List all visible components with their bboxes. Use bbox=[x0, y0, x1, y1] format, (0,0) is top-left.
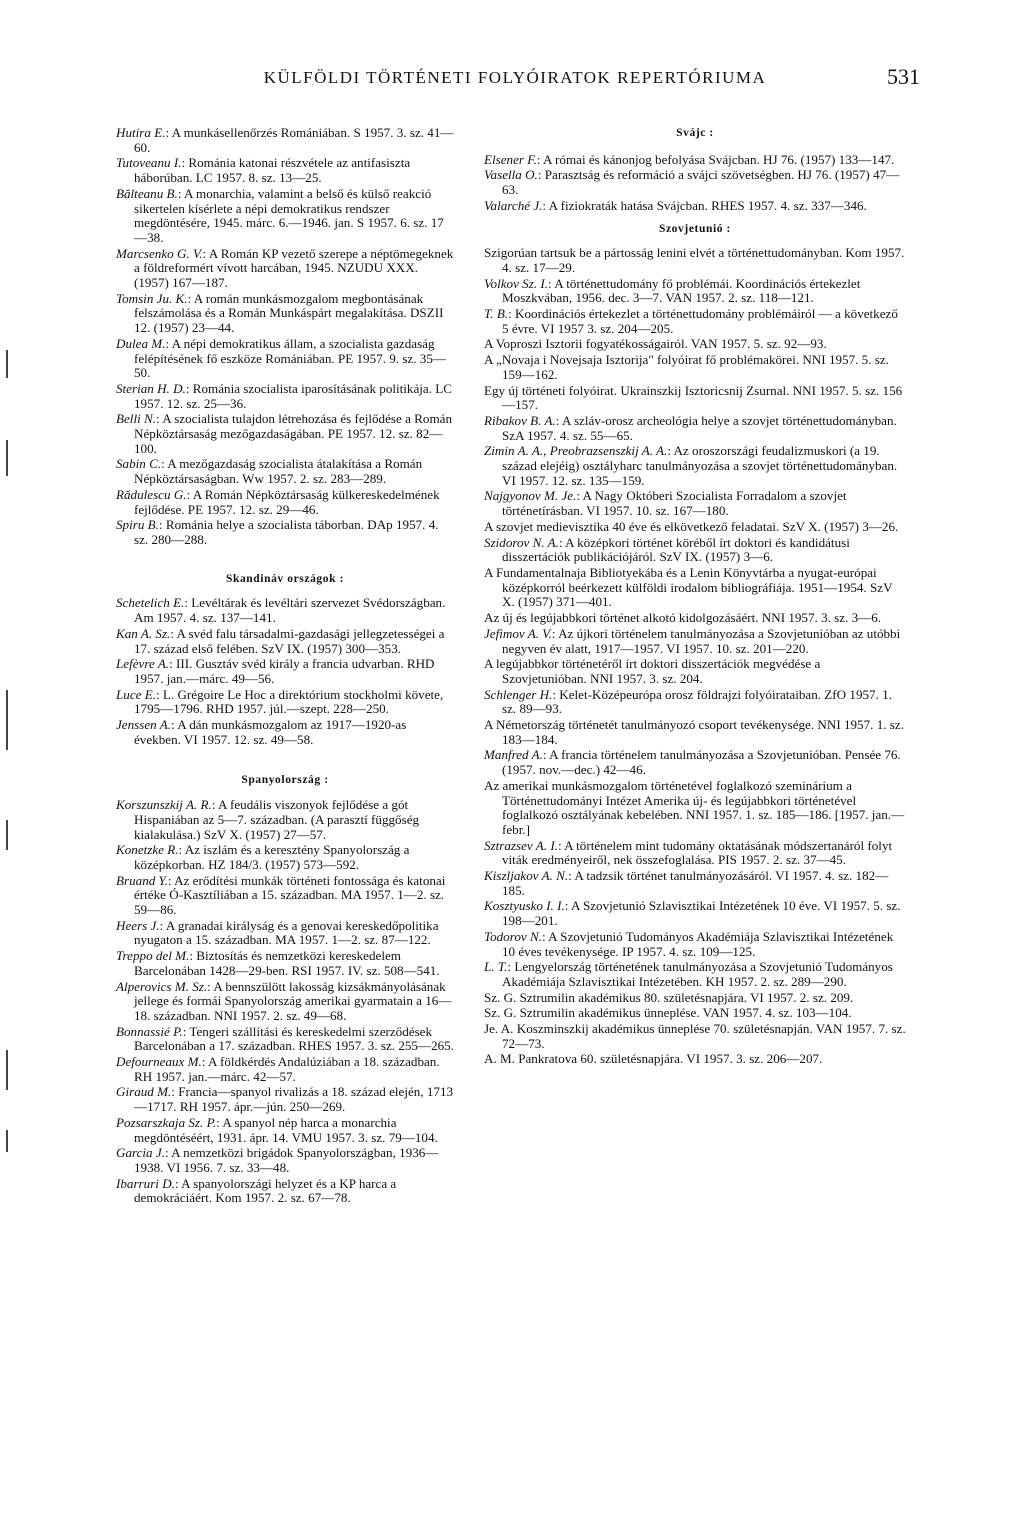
entry-text: : A történelem mint tudomány oktatásának módszertanáról folyt viták eredményeiről, nek összefoglalása. PIS 1957. 2. sz. 37—45. bbox=[502, 837, 893, 868]
entry-author: Konetzke R. bbox=[116, 842, 179, 858]
bibliography-entry bbox=[116, 718, 454, 747]
entry-author: L. T. bbox=[484, 959, 508, 975]
entry-author: Todorov N. bbox=[484, 928, 542, 944]
page-header bbox=[110, 64, 920, 92]
bibliography-entry bbox=[116, 488, 454, 517]
entry-text: Sz. G. Sztrumilin akadémikus ünneplése. VAN 1957. 4. sz. 103—104. bbox=[484, 1005, 852, 1021]
bibliography-entry bbox=[484, 566, 906, 610]
entry-text: A szovjet medievisztika 40 éve és elkövetkező feladatai. SzV X. (1957) 3—26. bbox=[484, 518, 899, 534]
entry-author: Sterian H. D. bbox=[116, 380, 186, 396]
bibliography-entry bbox=[116, 187, 454, 246]
entry-text: A „Novaja i Novejsaja Isztorija" folyóirat fő problémakörei. NNI 1957. 5. sz. 159—162. bbox=[484, 352, 889, 382]
entry-author: Kiszljakov A. N. bbox=[484, 868, 569, 884]
entry-author: Luce E. bbox=[116, 686, 156, 702]
entry-author: Pozsarszkaja Sz. P. bbox=[116, 1114, 217, 1130]
bibliography-entry bbox=[484, 657, 906, 686]
bibliography-entry bbox=[484, 520, 906, 535]
entry-text: : A monarchia, valamint a belső és külső reakció sikertelen kísérlete a népi demokratikus rendszer megdöntésére, 1945. márc. 6.—1946. jan. S 1957. 6. sz. 17—38. bbox=[134, 185, 444, 245]
entry-text: : Francia—spanyol rivalizás a 18. század elején, 1713—1717. RH 1957. ápr.—jún. 250—269. bbox=[134, 1084, 454, 1115]
entry-text: : A dán munkásmozgalom az 1917—1920-as években. VI 1957. 12. sz. 49—58. bbox=[134, 717, 407, 747]
bibliography-entry bbox=[116, 627, 454, 656]
entry-author: Volkov Sz. I. bbox=[484, 275, 548, 291]
entry-text: : A Nagy Októberi Szocialista Forradalom a szovjet történetírásban. VI 1957. 10. sz. 167—180. bbox=[502, 488, 847, 519]
bibliography-entry bbox=[484, 536, 906, 565]
bibliography-entry bbox=[116, 126, 454, 155]
entry-text: : A svéd falu társadalmi-gazdasági jellegzetességei a 17. század első felében. SzV IX. (1957) 300—353. bbox=[134, 625, 445, 656]
entry-author: Najgyonov M. Je. bbox=[484, 488, 577, 504]
entry-author: Valarché J. bbox=[484, 197, 543, 213]
bibliography-entry bbox=[484, 307, 906, 336]
bibliography-entry bbox=[484, 246, 906, 275]
entry-text: : A római és kánonjog befolyása Svájcban. HJ 76. (1957) 133—147. bbox=[536, 151, 895, 167]
entry-author: Garcia J. bbox=[116, 1145, 165, 1161]
entry-text: Sz. G. Sztrumilin akadémikus 80. születésnapjára. VI 1957. 2. sz. 209. bbox=[484, 989, 854, 1005]
entry-text: : A Román Népköztársaság külkereskedelmének fejlődése. PE 1957. 12. sz. 29—46. bbox=[134, 486, 440, 517]
bibliography-entry bbox=[116, 1025, 454, 1054]
entry-text: : L. Grégoire Le Hoc a direktórium stockholmi követe, 1795—1796. RHD 1957. júl.—szept. 228—250. bbox=[134, 686, 444, 717]
entry-author: Hutira E. bbox=[116, 125, 166, 140]
entry-text: : Tengeri szállítási és kereskedelmi szerződések Barcelonában a 17. században. RHES 1957. 3. sz. 255—265. bbox=[134, 1023, 454, 1054]
bibliography-entry bbox=[116, 1085, 454, 1114]
bibliography-entry bbox=[484, 627, 906, 656]
entry-author: Alperovics M. Sz. bbox=[116, 978, 208, 994]
entry-text: : A Szovjetunió Szlavisztikai Intézetének 10 éve. VI 1957. 5. sz. 198—201. bbox=[502, 898, 901, 929]
entries-spain bbox=[116, 798, 454, 1206]
bibliography-entry bbox=[484, 1052, 906, 1067]
entry-text: A Németország történetét tanulmányozó csoport tevékenysége. NNI 1957. 1. sz. 183—184. bbox=[484, 717, 904, 747]
entry-author: Jefimov A. V. bbox=[484, 625, 552, 641]
entry-author: Rădulescu G. bbox=[116, 486, 187, 502]
entry-author: Bruand Y. bbox=[116, 872, 168, 888]
entry-author: Zimin A. A., Preobrazsenszkij A. A. bbox=[484, 443, 668, 459]
entry-text: : Az iszlám és a keresztény Spanyolország a középkorban. HZ 184/3. (1957) 573—592. bbox=[134, 842, 410, 872]
entry-author: Schetelich E. bbox=[116, 595, 185, 611]
entry-text: : A szláv-orosz archeológia helye a szovjet történettudományban. SzA 1957. 4. sz. 55—65. bbox=[502, 412, 897, 443]
bibliography-entry bbox=[116, 980, 454, 1024]
margin-marks bbox=[6, 350, 10, 1150]
section-heading-spain: Spanyolország : bbox=[241, 774, 329, 787]
entry-text: Je. A. Koszminszkij akadémikus ünneplése 70. születésnapján. VAN 1957. 7. sz. 72—73. bbox=[484, 1021, 906, 1051]
entry-author: Dulea M. bbox=[116, 335, 166, 351]
bibliography-entry bbox=[484, 414, 906, 443]
right-column bbox=[484, 126, 906, 1068]
entry-text: : Románia katonai részvétele az antifasiszta háborúban. LC 1957. 8. sz. 13—25. bbox=[134, 155, 411, 186]
entry-author: Heers J. bbox=[116, 917, 160, 933]
entry-text: : A francia történelem tanulmányozása a Szovjetunióban. Pensée 76. (1957. nov.—dec.) 42—46. bbox=[502, 747, 901, 778]
entry-text: : Parasztság és reformáció a svájci szövetségben. HJ 76. (1957) 47—63. bbox=[502, 167, 900, 198]
entry-author: Szidorov N. A. bbox=[484, 534, 559, 550]
entry-text: : A Román KP vezető szerepe a néptömegeknek a földreformért vívott harcában, 1945. NZUDU XXX. (1957) 167—187. bbox=[134, 245, 454, 291]
bibliography-entry bbox=[116, 1116, 454, 1145]
entries-romania bbox=[116, 126, 454, 548]
bibliography-entry bbox=[116, 382, 454, 411]
entry-author: Tomsin Ju. K. bbox=[116, 290, 188, 306]
bibliography-entry bbox=[484, 277, 906, 306]
bibliography-entry bbox=[484, 748, 906, 777]
entry-text: : A népi demokratikus állam, a szocialista gazdaság felépítésének fő eszköze Romániában. PE 1957. 9. sz. 35—50. bbox=[134, 335, 446, 381]
entry-text: : III. Gusztáv svéd király a francia udvarban. RHD 1957. jan.—márc. 49—56. bbox=[134, 656, 435, 686]
entry-text: : Az oroszországi feudalizmuskori (a 19. század elejéig) osztályharc tanulmányozása a szovjet történettudományban. VI 1957. 12. sz. 135—159. bbox=[502, 443, 898, 488]
entry-author: Treppo del M. bbox=[116, 948, 190, 964]
section-heading-soviet-union: Szovjetunió : bbox=[658, 222, 731, 235]
entry-author: Elsener F. bbox=[484, 151, 537, 167]
entry-text: : A bennszülött lakosság kizsákmányolásának jellege és formái Spanyolország amerikai gyarmatain a 16—18. században. NNI 1957. 2. sz. 49—68. bbox=[134, 978, 452, 1023]
entry-text: : A román munkásmozgalom megbontásának felszámolása és a Román Munkáspárt megalakítása. DSZII 12. (1957) 23—44. bbox=[134, 290, 444, 336]
bibliography-entry bbox=[484, 199, 906, 214]
left-column bbox=[116, 126, 454, 1207]
bibliography-entry bbox=[116, 688, 454, 717]
entry-text: : Románia szocialista iparosításának politikája. LC 1957. 12. sz. 25—36. bbox=[134, 380, 453, 411]
entry-text: A Voproszi Isztorii fogyatékosságairól. VAN 1957. 5. sz. 92—93. bbox=[484, 336, 827, 352]
entry-text: : A spanyol nép harca a monarchia megdöntéséért, 1931. ápr. 14. VMU 1957. 3. sz. 79—104. bbox=[134, 1114, 438, 1145]
entry-author: Lefèvre A. bbox=[116, 656, 170, 672]
section-heading-switzerland: Svájc : bbox=[676, 127, 714, 139]
entry-author: Bălteanu B. bbox=[116, 185, 178, 201]
section-heading-scandinavia: Skandináv országok : bbox=[225, 572, 345, 585]
entry-text: : Kelet-Középeurópa orosz földrajzi folyóirataiban. ZfO 1957. 1. sz. 89—93. bbox=[502, 686, 892, 717]
bibliography-entry bbox=[116, 798, 454, 842]
bibliography-entry bbox=[484, 779, 906, 838]
entry-text: : Az erődítési munkák történeti fontossága és katonai értéke Ó-Kasztíliában a 15. században. MA 1957. 1—2. sz. 59—86. bbox=[134, 872, 446, 918]
bibliography-entry bbox=[484, 688, 906, 717]
entry-text: : Románia helye a szocialista táborban. DAp 1957. 4. sz. 280—288. bbox=[134, 517, 439, 547]
entry-text: : A középkori történet köréből írt doktori és kandidátusi disszertációk publikációjáról. SzV IX. (1957) 3—6. bbox=[502, 534, 850, 565]
entry-author: Ribakov B. A. bbox=[484, 412, 556, 428]
entry-text: : A szocialista tulajdon létrehozása és fejlődése a Román Népköztársaság mezőgazdaságában. PE 1957. 12. sz. 82—100. bbox=[134, 411, 452, 456]
bibliography-entry bbox=[116, 949, 454, 978]
bibliography-entry bbox=[484, 611, 906, 626]
bibliography-entry bbox=[484, 960, 906, 989]
entries-soviet-union bbox=[484, 246, 906, 1067]
entry-text: : A granadai királyság és a genovai kereskedőpolitika nyugaton a 15. században. MA 1957. 1—2. sz. 87—122. bbox=[134, 917, 439, 948]
entry-author: Korszunszkij A. R. bbox=[116, 797, 212, 813]
entry-author: Kosztyusko I. I. bbox=[484, 898, 565, 914]
entry-text: A legújabbkor történetéről írt doktori disszertációk megvédése a Szovjetunióban. NNI 1957. 3. sz. 204. bbox=[484, 656, 821, 686]
bibliography-entry bbox=[484, 1022, 906, 1051]
bibliography-entry bbox=[484, 168, 906, 197]
bibliography-entry bbox=[116, 156, 454, 185]
entry-author: Bonnassié P. bbox=[116, 1023, 183, 1039]
bibliography-entry bbox=[484, 353, 906, 382]
bibliography-entry bbox=[484, 444, 906, 488]
entry-author: Kan A. Sz. bbox=[116, 625, 171, 641]
entry-author: Jenssen A. bbox=[116, 717, 172, 733]
bibliography-entry bbox=[116, 457, 454, 486]
bibliography-entry bbox=[484, 153, 906, 168]
entry-text: A Fundamentalnaja Bibliotyekába és a Lenin Könyvtárba a nyugat-európai középkorról beérkezett külföldi irodalom bibliográfiája. 1951—1954. SzV X. (1957) 371—401. bbox=[484, 564, 893, 610]
bibliography-entry bbox=[484, 869, 906, 898]
entry-author: Giraud M. bbox=[116, 1084, 172, 1100]
bibliography-entry bbox=[116, 247, 454, 291]
entry-author: Tutoveanu I. bbox=[116, 155, 182, 171]
entry-author: Schlenger H. bbox=[484, 686, 553, 702]
bibliography-entry bbox=[116, 919, 454, 948]
bibliography-entry bbox=[484, 899, 906, 928]
entry-text: : Biztosítás és nemzetközi kereskedelem Barcelonában 1428—29-ben. RSI 1957. IV. sz. 508—541. bbox=[134, 948, 440, 978]
entry-text: Az új és legújabbkori történet alkotó kidolgozásáért. NNI 1957. 3. sz. 3—6. bbox=[484, 610, 882, 626]
bibliography-entry bbox=[484, 489, 906, 518]
bibliography-entry bbox=[116, 518, 454, 547]
entries-scandinavia bbox=[116, 596, 454, 747]
entry-text: Az amerikai munkásmozgalom történetével foglalkozó szeminárium a Történettudományi Intézet Amerika új- és legújabbkori történetével foglalkozó osztályának kebelében. NNI 1957. 1. sz. 185—186. [1957. jan.—febr.] bbox=[484, 777, 905, 837]
entry-text: : A spanyolországi helyzet és a KP harca a demokráciáért. Kom 1957. 2. sz. 67—78. bbox=[134, 1175, 397, 1206]
entry-text: : Az újkori történelem tanulmányozása a Szovjetunióban az utóbbi negyven év alatt, 1917—1957. VI 1957. 10. sz. 201—220. bbox=[502, 625, 901, 656]
bibliography-entry bbox=[484, 839, 906, 868]
entry-text: : A fiziokraták hatása Svájcban. RHES 1957. 4. sz. 337—346. bbox=[542, 197, 867, 213]
bibliography-entry bbox=[116, 337, 454, 381]
bibliography-entry bbox=[116, 657, 454, 686]
entry-text: : A nemzetközi brigádok Spanyolországban, 1936—1938. VI 1956. 7. sz. 33—48. bbox=[134, 1145, 439, 1175]
bibliography-entry bbox=[116, 412, 454, 456]
bibliography-entry bbox=[484, 991, 906, 1006]
entry-author: Vasella O. bbox=[484, 167, 538, 183]
entry-author: T. B. bbox=[484, 306, 509, 322]
entry-text: : Koordinációs értekezlet a történettudomány problémáiról — a következő 5 évre. VI 1957 3. sz. 204—205. bbox=[502, 306, 898, 336]
entry-text: Egy új történeti folyóirat. Ukrainszkij Isztoricsnij Zsurnal. NNI 1957. 5. sz. 156—157. bbox=[484, 382, 903, 413]
running-title: KÜLFÖLDI TÖRTÉNETI FOLYÓIRATOK REPERTÓRIUMA bbox=[263, 68, 767, 87]
entries-switzerland bbox=[484, 153, 906, 214]
entry-author: Spiru B. bbox=[116, 517, 159, 533]
entry-text: Szigorúan tartsuk be a pártosság lenini elvét a történettudományban. Kom 1957. 4. sz. 17—29. bbox=[484, 245, 905, 275]
bibliography-entry bbox=[116, 1146, 454, 1175]
entry-text: : Levéltárak és levéltári szervezet Svédországban. Am 1957. 4. sz. 137—141. bbox=[134, 595, 446, 626]
bibliography-entry bbox=[116, 596, 454, 625]
entry-text: : A mezőgazdaság szocialista átalakítása a Román Népköztársaságban. Ww 1957. 2. sz. 283—289. bbox=[134, 456, 423, 487]
bibliography-entry bbox=[484, 930, 906, 959]
entry-text: : Lengyelország történetének tanulmányozása a Szovjetunió Tudományos Akadémiája Szlavisztikai Intézetében. KH 1957. 2. sz. 289—290. bbox=[502, 959, 893, 989]
entry-text: : A munkásellenőrzés Romániában. S 1957. 3. sz. 41—60. bbox=[134, 125, 454, 155]
bibliography-entry bbox=[116, 1177, 454, 1206]
entry-author: Sabin C. bbox=[116, 456, 162, 472]
entry-text: : A feudális viszonyok fejlődése a gót Hispaniában az 5—7. században. (A parasztí függőség kialakulása.) SzV X. (1957) 27—57. bbox=[134, 797, 420, 842]
entry-author: Belli N. bbox=[116, 411, 157, 427]
entry-text: : A Szovjetunió Tudományos Akadémiája Szlavisztikai Intézetének 10 éves tevékenysége. IP 1957. 4. sz. 109—125. bbox=[502, 928, 894, 959]
entry-author: Defourneaux M. bbox=[116, 1054, 202, 1070]
bibliography-entry bbox=[116, 843, 454, 872]
bibliography-entry bbox=[484, 384, 906, 413]
entry-text: : A tadzsik történet tanulmányozásáról. VI 1957. 4. sz. 182—185. bbox=[502, 868, 889, 898]
entry-author: Sztrazsev A. I. bbox=[484, 837, 558, 853]
bibliography-entry bbox=[484, 337, 906, 352]
bibliography-entry bbox=[484, 718, 906, 747]
entry-author: Ibarruri D. bbox=[116, 1175, 175, 1191]
page-number: 531 bbox=[887, 64, 920, 89]
entry-author: Marcsenko G. V. bbox=[116, 245, 203, 261]
bibliography-entry bbox=[116, 1055, 454, 1084]
entry-text: : A földkérdés Andalúziában a 18. században. RH 1957. jan.—márc. 42—57. bbox=[134, 1054, 440, 1084]
bibliography-entry bbox=[484, 1006, 906, 1021]
entry-text: A. M. Pankratova 60. születésnapjára. VI 1957. 3. sz. 206—207. bbox=[484, 1051, 823, 1067]
entry-text: : A történettudomány fő problémái. Koordinációs értekezlet Moszkvában, 1956. dec. 3—7. VAN 1957. 2. sz. 118—121. bbox=[502, 275, 861, 306]
entry-author: Manfred A. bbox=[484, 747, 543, 763]
bibliography-entry bbox=[116, 292, 454, 336]
bibliography-entry bbox=[116, 874, 454, 918]
